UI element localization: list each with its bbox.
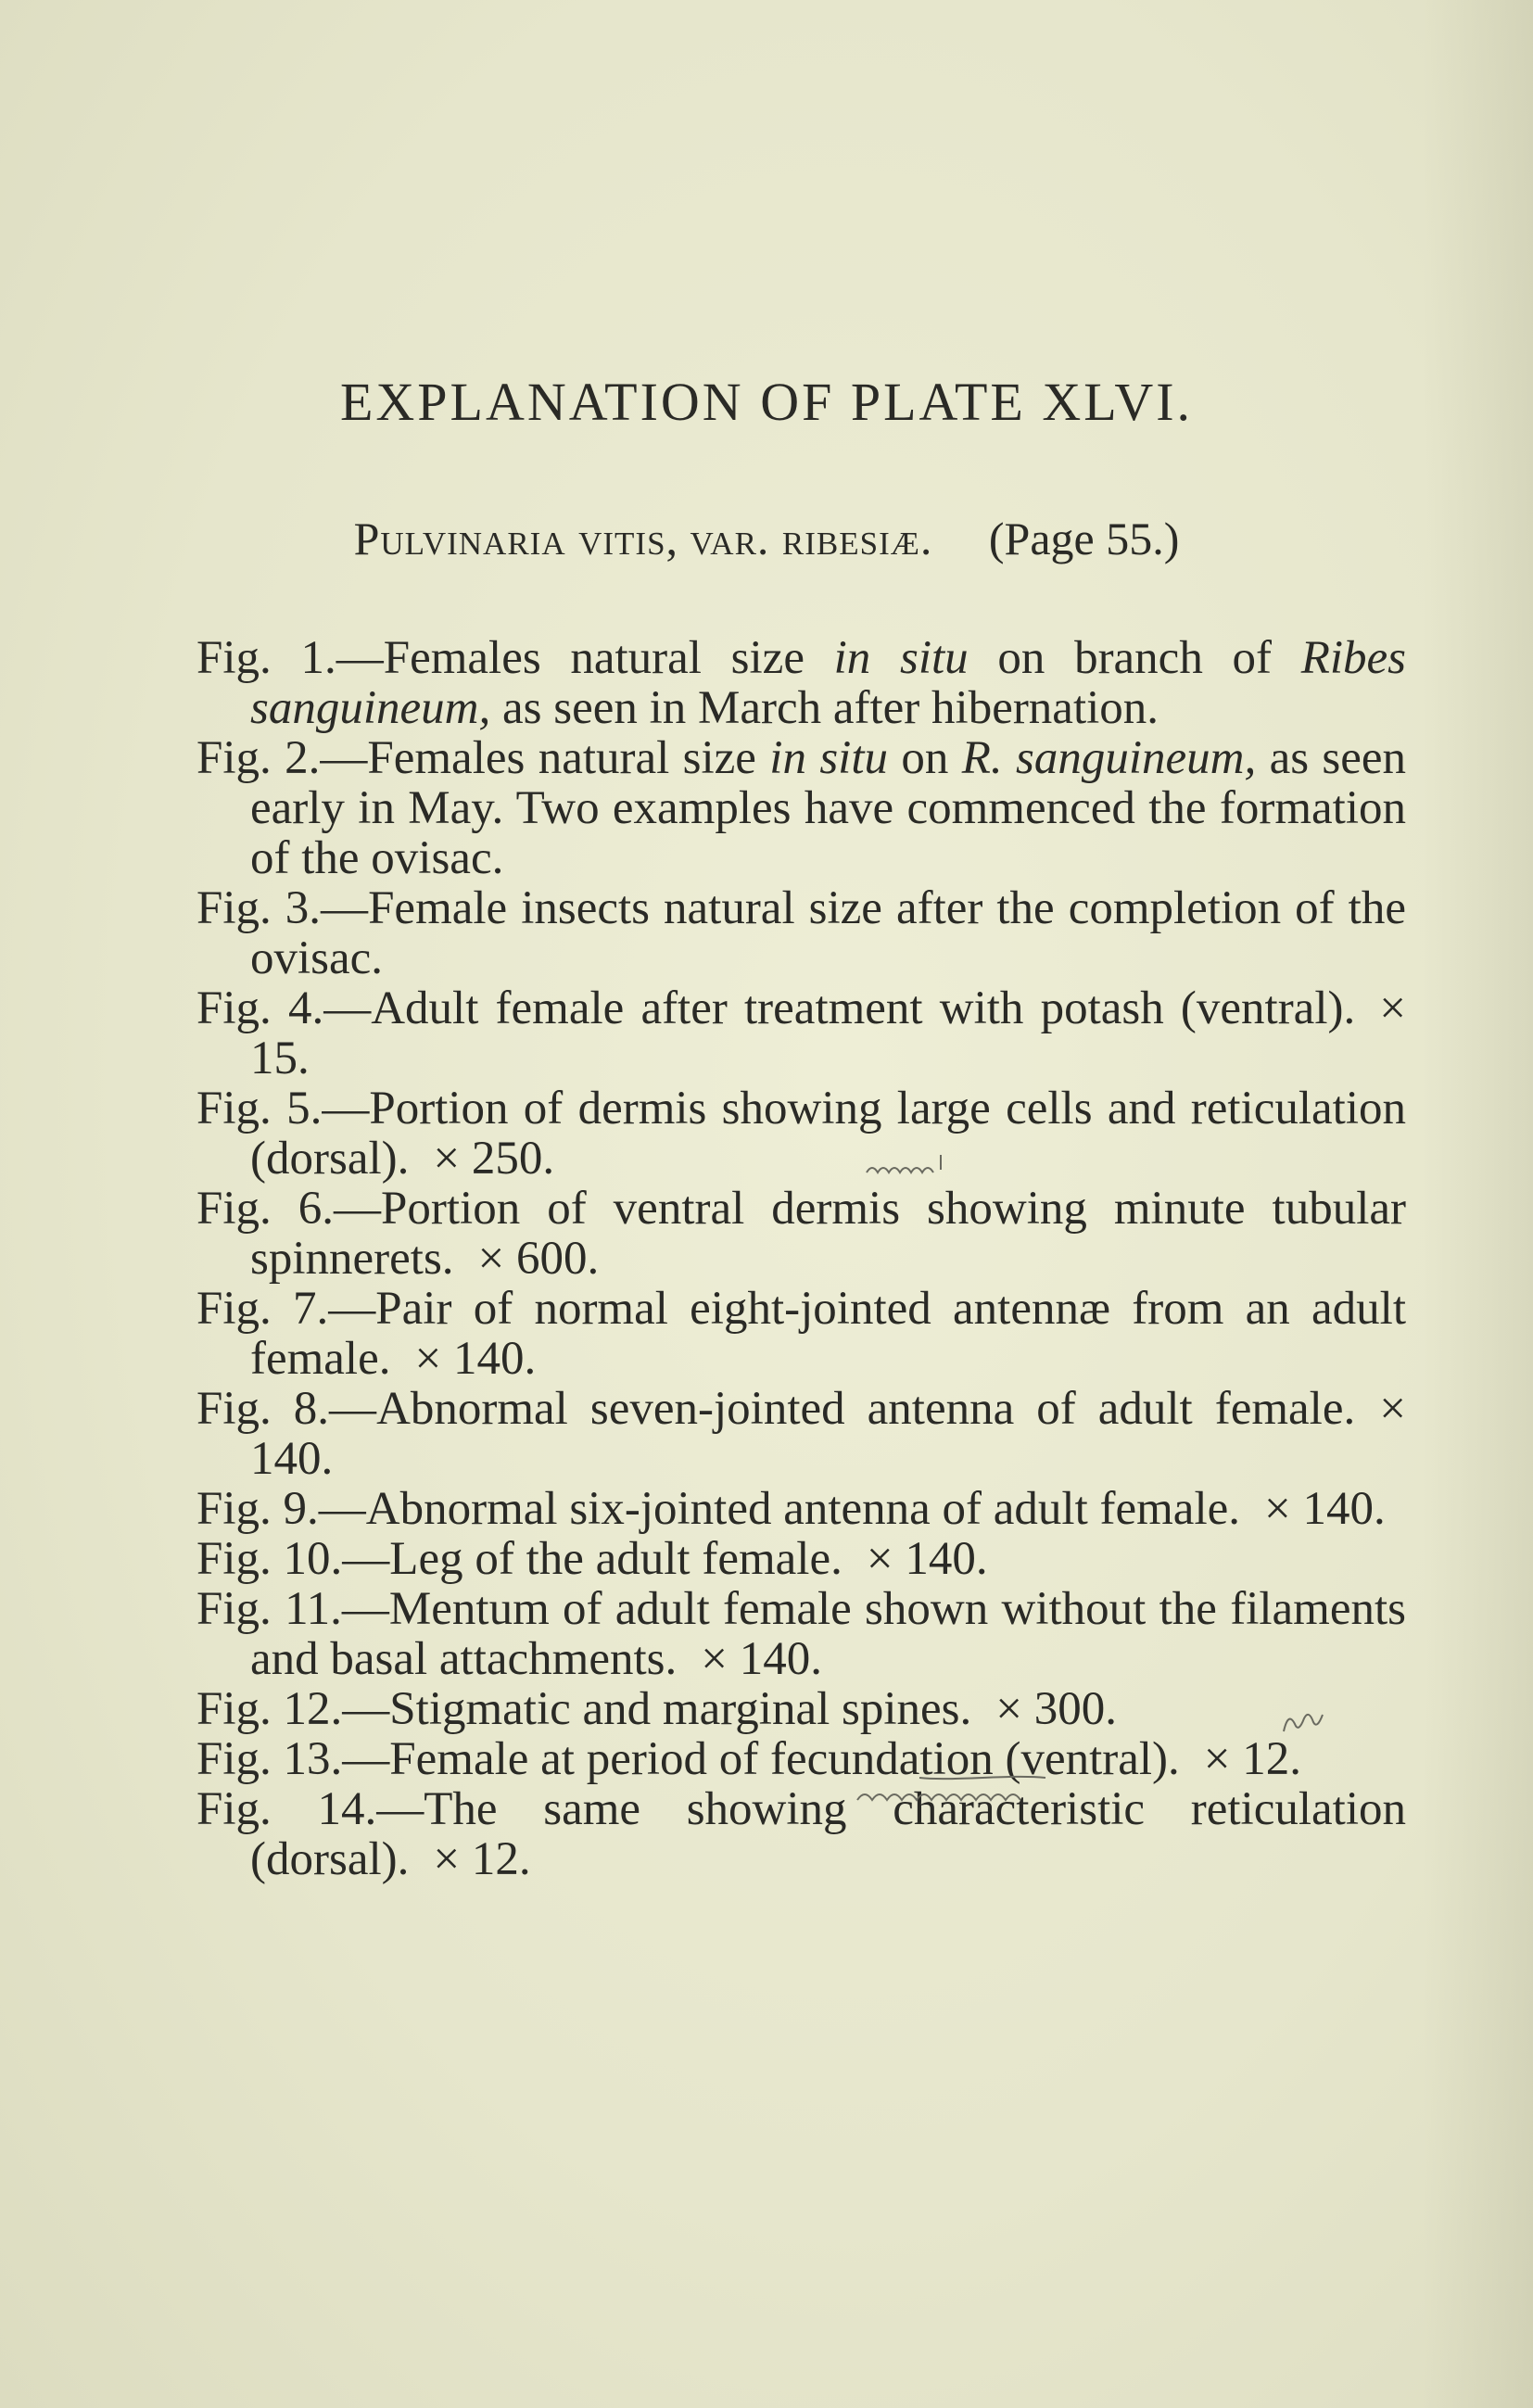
figure-italic-text: in situ [833, 632, 969, 684]
plate-subtitle [0, 512, 1533, 565]
pencil-annotation-mark [862, 1149, 1047, 1186]
figure-label: Fig. 6.— [196, 1183, 382, 1235]
figure-entry-13 [196, 1734, 1406, 1784]
figure-entry-1 [196, 633, 1406, 733]
figure-text: Pair of normal eight-jointed antennæ from an adult female. [250, 1283, 1406, 1385]
figure-italic-text: Ribes sanguineum, [250, 632, 1406, 734]
magnification: × 140. [701, 1633, 823, 1685]
magnification: × 600. [477, 1233, 600, 1285]
figure-entry-3 [196, 883, 1406, 983]
figure-entry-10 [196, 1534, 1406, 1584]
figure-entry-5 [196, 1084, 1406, 1184]
figure-text: Female insects natural size after the completion of the ovisac. [250, 882, 1406, 984]
page-edge-shadow [1422, 0, 1533, 2408]
species-name: Pulvinaria vitis, [353, 513, 679, 564]
figure-italic-text: in situ [769, 732, 889, 784]
figure-text: Abnormal six-jointed antenna of adult female. [365, 1483, 1240, 1535]
figure-label: Fig. 12.— [196, 1683, 390, 1735]
figure-label: Fig. 1.— [196, 632, 384, 684]
pencil-underline-mark [918, 1772, 1047, 1783]
figure-text: Female at period of fecundation (ventral). [389, 1733, 1180, 1785]
figure-text: Leg of the adult female. [389, 1533, 843, 1585]
figure-text: Stigmatic and marginal spines. [389, 1683, 972, 1735]
magnification: × 12. [1203, 1733, 1302, 1785]
figure-entry-11 [196, 1584, 1406, 1684]
plate-title: EXPLANATION OF PLATE XLVI. [339, 372, 1194, 432]
figure-label: Fig. 11.— [196, 1583, 389, 1635]
figure-text: Females natural size [367, 732, 770, 784]
figure-entry-8 [196, 1384, 1406, 1484]
figure-label: Fig. 14.— [196, 1783, 424, 1835]
figure-label: Fig. 4.— [196, 982, 372, 1034]
figure-list [196, 633, 1406, 1884]
figure-entry-9 [196, 1484, 1406, 1534]
magnification: × 140. [414, 1333, 537, 1385]
figure-label: Fig. 10.— [196, 1533, 390, 1585]
pencil-annotation-mark [1279, 1704, 1335, 1741]
figure-text: The same showing characteristic reticulation (dorsal). [250, 1783, 1406, 1885]
figure-text: on [888, 732, 962, 784]
figure-text: as seen early in May. Two examples have commenced the formation of the ovisac. [250, 732, 1407, 884]
figure-text: Portion of ventral dermis showing minute tubular spinnerets. [250, 1183, 1406, 1285]
pencil-annotation-mark [853, 1781, 1075, 1809]
figure-label: Fig. 5.— [196, 1083, 370, 1134]
figure-label: Fig. 13.— [196, 1733, 390, 1785]
figure-entry-12 [196, 1684, 1406, 1734]
figure-entry-7 [196, 1284, 1406, 1384]
magnification: × 250. [433, 1133, 555, 1185]
figure-entry-4 [196, 983, 1406, 1084]
magnification: × 140. [1264, 1483, 1386, 1535]
figure-label: Fig. 2.— [196, 732, 368, 784]
figure-text: Abnormal seven-jointed antenna of adult female. [376, 1383, 1356, 1435]
figure-entry-14 [196, 1784, 1406, 1884]
figure-label: Fig. 8.— [196, 1383, 377, 1435]
figure-text: Mentum of adult female shown without the filaments and basal attachments. [250, 1583, 1406, 1685]
figure-label: Fig. 7.— [196, 1283, 376, 1335]
figure-italic-text: R. sanguineum, [961, 732, 1257, 784]
figure-entry-6 [196, 1184, 1406, 1284]
magnification: × 300. [995, 1683, 1118, 1735]
figure-text: Portion of dermis showing large cells and reticulation (dorsal). [250, 1083, 1406, 1185]
figure-text: Adult female after treatment with potash (ventral). [371, 982, 1356, 1034]
page-reference: (Page 55.) [988, 513, 1180, 564]
figure-label: Fig. 3.— [196, 882, 369, 934]
variety-name: var. ribesiæ. [690, 513, 933, 564]
figure-entry-2 [196, 733, 1406, 883]
magnification: × 140. [866, 1533, 988, 1585]
figure-text: as seen in March after hibernation. [490, 682, 1159, 734]
figure-text: Females natural size [383, 632, 834, 684]
figure-text: on branch of [968, 632, 1301, 684]
magnification: × 140. [250, 1383, 1406, 1485]
magnification: × 15. [250, 982, 1406, 1084]
magnification: × 12. [433, 1833, 531, 1885]
figure-label: Fig. 9.— [196, 1483, 366, 1535]
